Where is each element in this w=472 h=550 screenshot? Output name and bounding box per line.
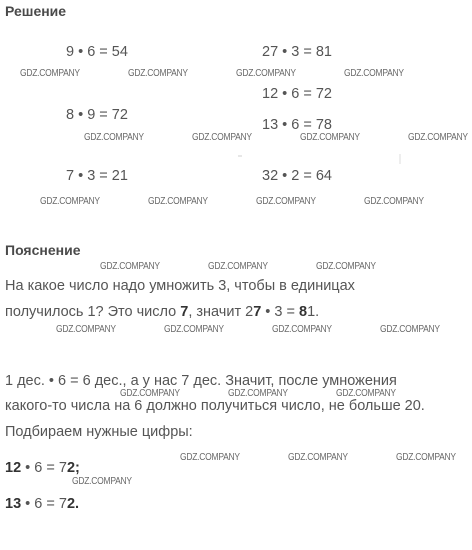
watermark: GDZ.COMPANY xyxy=(180,452,240,463)
explanation-line-3: 1 дес. • 6 = 6 дес., а у нас 7 дес. Значит, после умножения xyxy=(5,373,397,389)
equation-7: 32 • 2 = 64 xyxy=(262,168,332,184)
watermark: GDZ.COMPANY xyxy=(288,452,348,463)
watermark: GDZ.COMPANY xyxy=(408,132,468,143)
equation-1: 9 • 6 = 54 xyxy=(66,44,128,60)
watermark: GDZ.COMPANY xyxy=(164,324,224,335)
explanation-line-1: На какое число надо умножить 3, чтобы в единицах xyxy=(5,278,355,294)
watermark: GDZ.COMPANY xyxy=(336,388,396,399)
watermark: GDZ.COMPANY xyxy=(316,261,376,272)
solution-title: Решение xyxy=(5,3,67,19)
equation-6: 7 • 3 = 21 xyxy=(66,168,128,184)
watermark: GDZ.COMPANY xyxy=(192,132,252,143)
equation-2: 27 • 3 = 81 xyxy=(262,44,332,60)
watermark: GDZ.COMPANY xyxy=(344,68,404,79)
watermark: GDZ.COMPANY xyxy=(228,388,288,399)
equation-3: 12 • 6 = 72 xyxy=(262,86,332,102)
watermark: GDZ.COMPANY xyxy=(208,261,268,272)
watermark: GDZ.COMPANY xyxy=(300,132,360,143)
watermark: GDZ.COMPANY xyxy=(256,196,316,207)
watermark: GDZ.COMPANY xyxy=(56,324,116,335)
watermark: GDZ.COMPANY xyxy=(128,68,188,79)
watermark: GDZ.COMPANY xyxy=(364,196,424,207)
watermark: GDZ.COMPANY xyxy=(100,261,160,272)
explanation-line-5: Подбираем нужные цифры: xyxy=(5,424,193,440)
watermark: GDZ.COMPANY xyxy=(236,68,296,79)
result-line-1: 12 • 6 = 72; xyxy=(5,460,80,476)
watermark: GDZ.COMPANY xyxy=(396,452,456,463)
watermark: GDZ.COMPANY xyxy=(272,324,332,335)
watermark: GDZ.COMPANY xyxy=(120,388,180,399)
equation-4: 8 • 9 = 72 xyxy=(66,107,128,123)
watermark: GDZ.COMPANY xyxy=(380,324,440,335)
watermark: GDZ.COMPANY xyxy=(148,196,208,207)
explanation-line-2: получилось 1? Это число 7, значит 27 • 3 = 81. xyxy=(5,304,320,320)
watermark: GDZ.COMPANY xyxy=(72,476,132,487)
explanation-line-4: какого-то числа на 6 должно получиться число, не больше 20. xyxy=(5,398,425,414)
watermark: GDZ.COMPANY xyxy=(84,132,144,143)
equation-5: 13 • 6 = 78 xyxy=(262,117,332,133)
explanation-title: Пояснение xyxy=(5,242,81,258)
watermark: GDZ.COMPANY xyxy=(20,68,80,79)
correction-marks xyxy=(236,150,416,170)
result-line-2: 13 • 6 = 72. xyxy=(5,496,80,512)
watermark: GDZ.COMPANY xyxy=(40,196,100,207)
